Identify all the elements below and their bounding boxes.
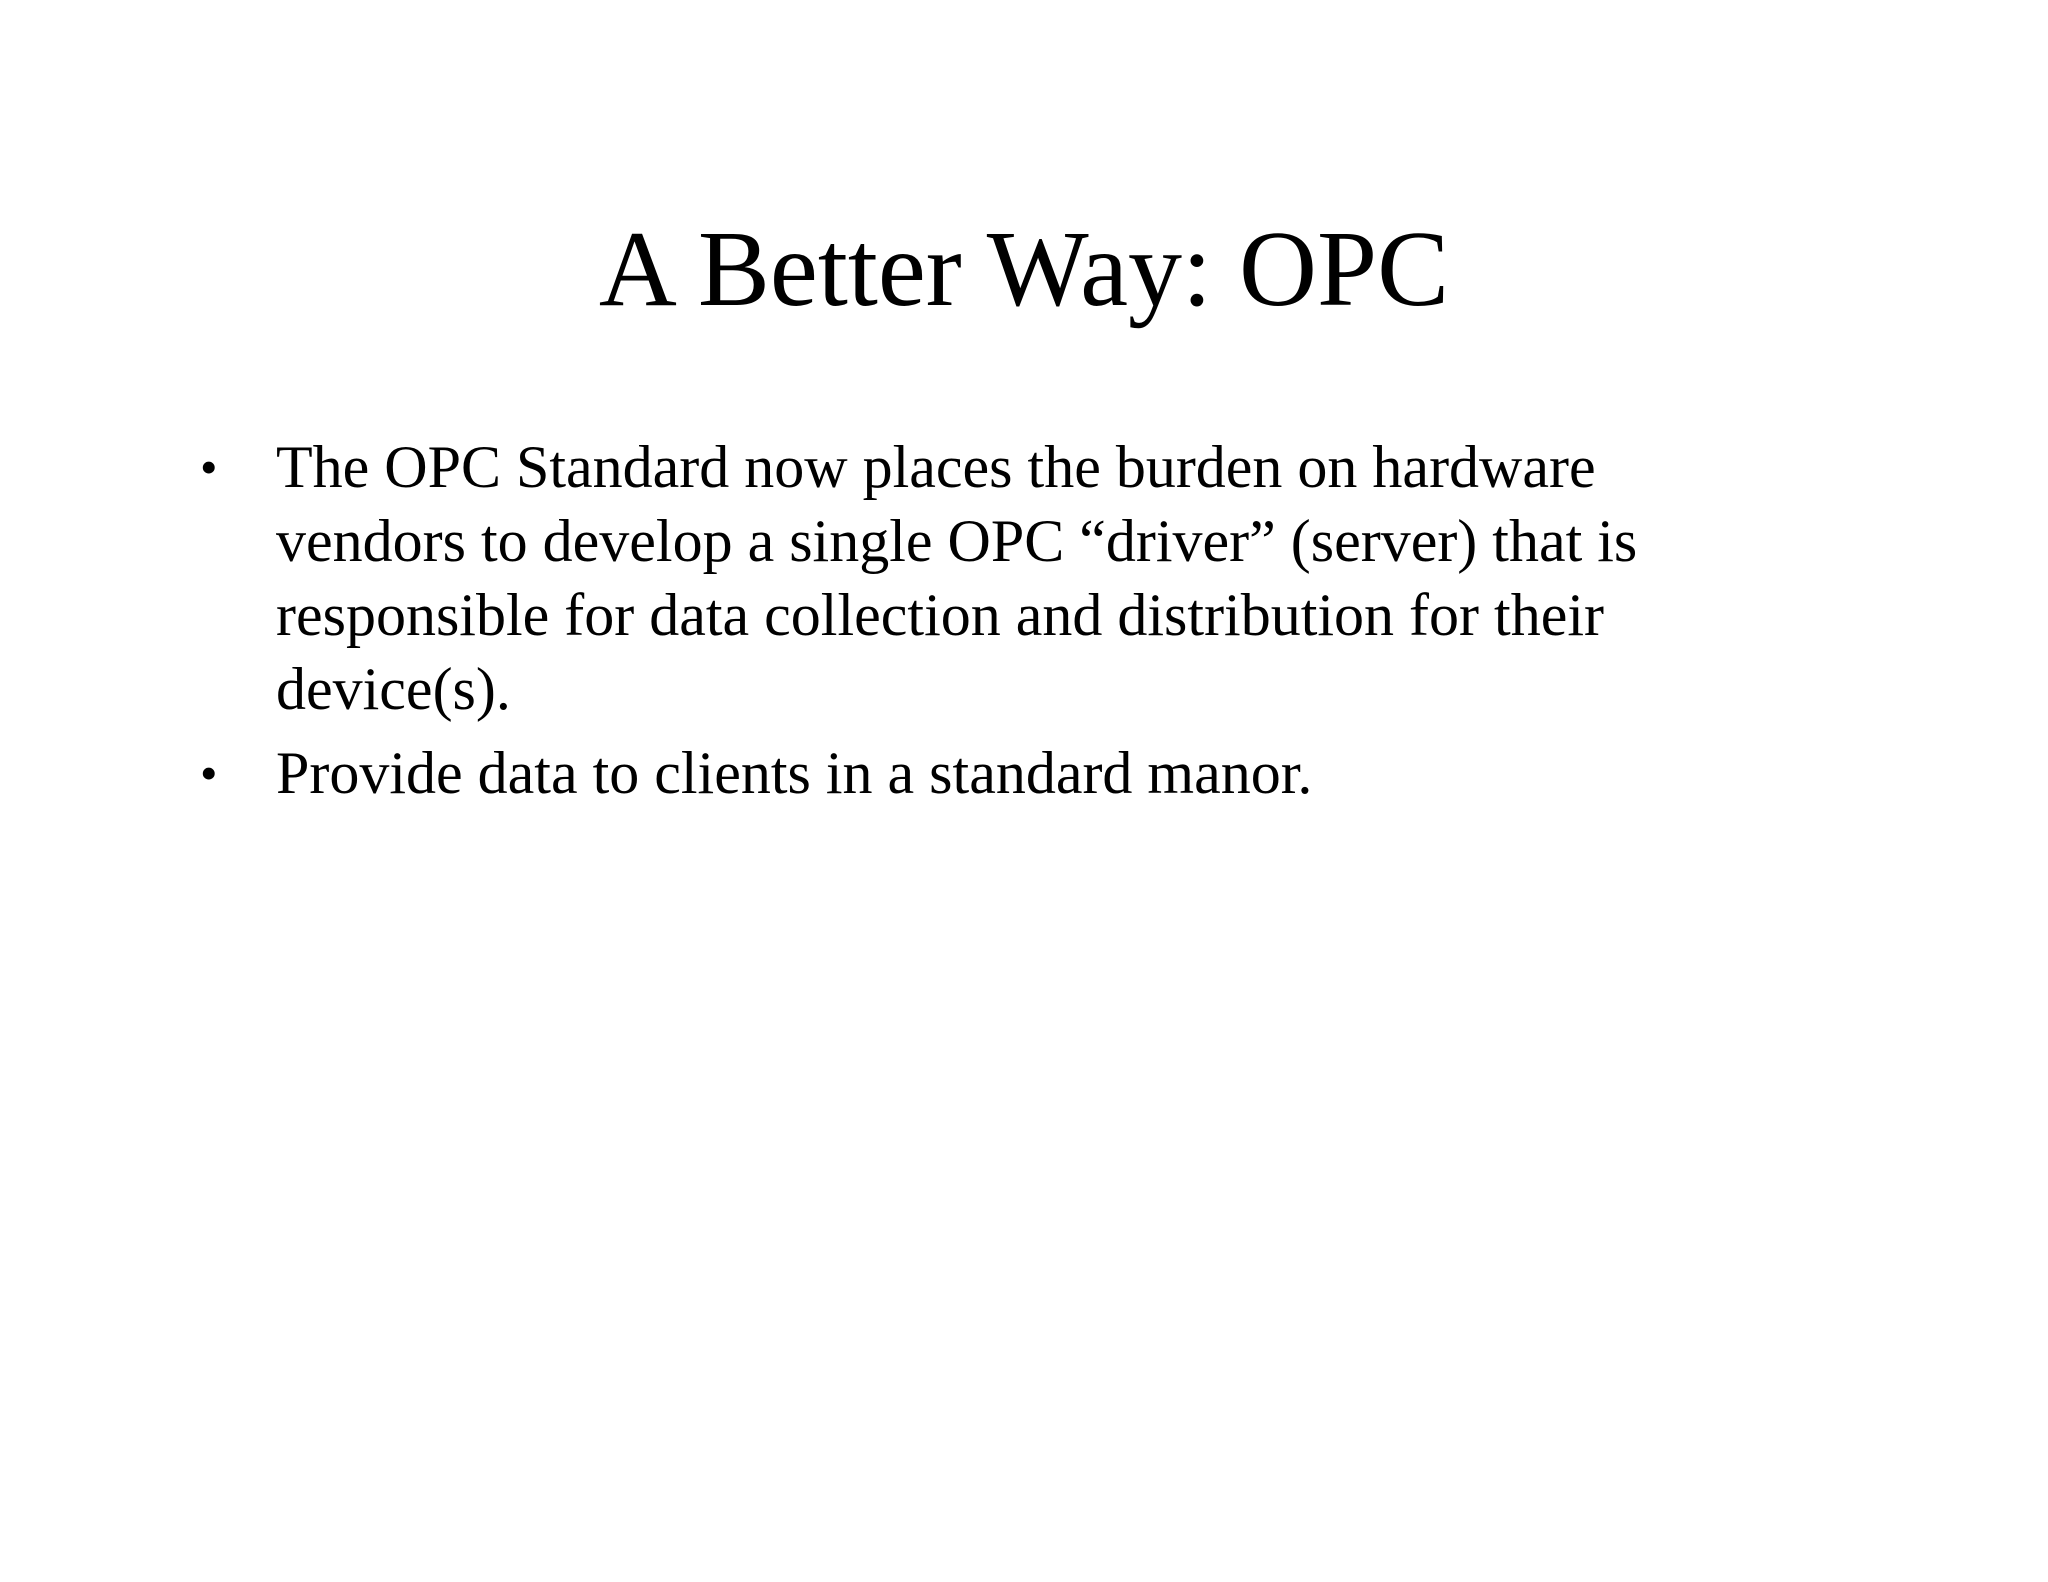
bullet-item: [200, 430, 1720, 726]
slide-title: A Better Way: OPC: [598, 210, 1450, 329]
bullet-text: The OPC Standard now places the burden on hardware vendors to develop a single OPC “driver” (server) that is responsible for data collection and distribution for their device(s).: [276, 434, 1638, 722]
bullet-text: Provide data to clients in a standard manor.: [276, 740, 1313, 806]
bullet-icon: •: [200, 439, 218, 495]
bullet-list: [200, 430, 1720, 820]
bullet-icon: •: [200, 745, 218, 801]
bullet-item: [200, 736, 1720, 810]
